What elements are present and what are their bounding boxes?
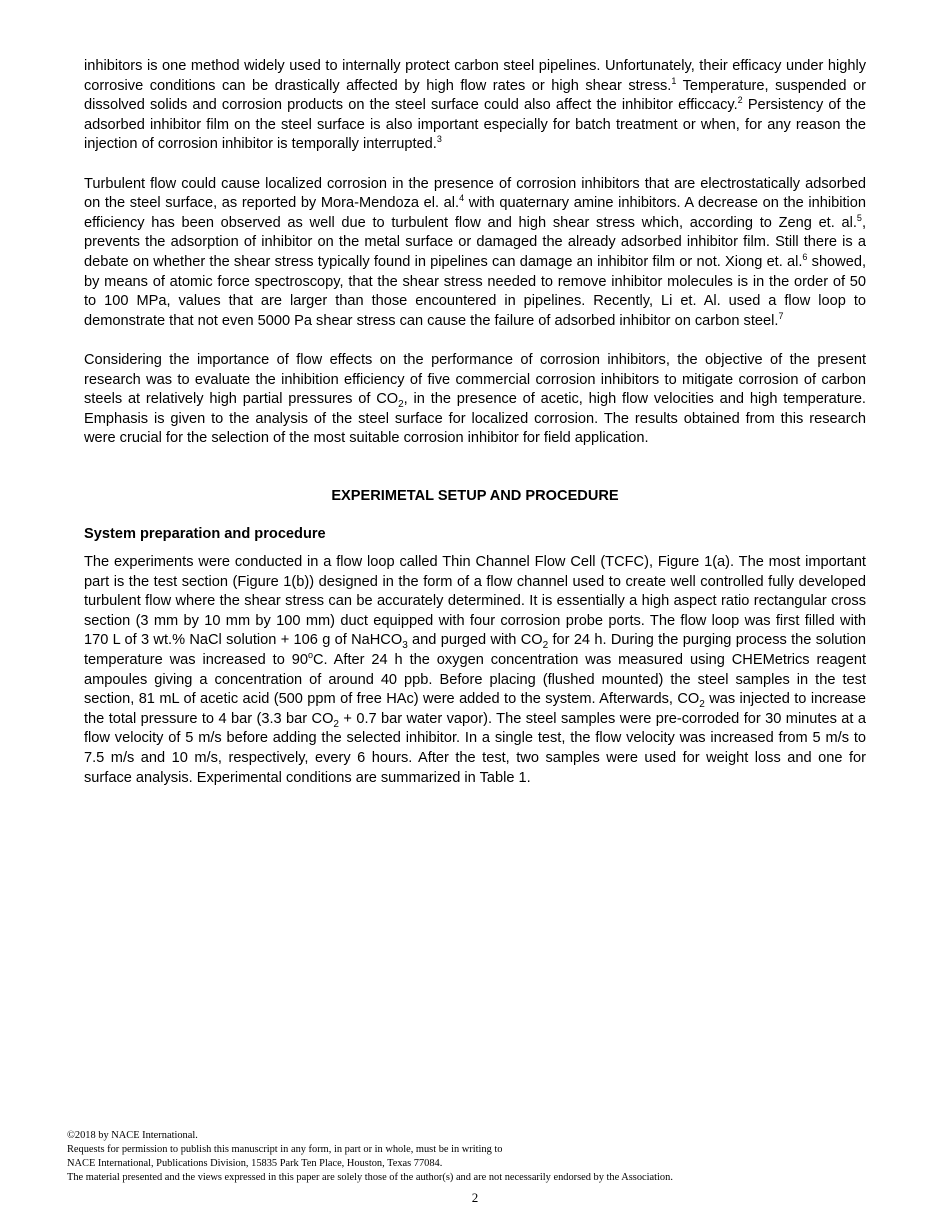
footer-copyright: ©2018 by NACE International.: [67, 1130, 198, 1141]
subscript-2: 2: [699, 699, 705, 711]
citation-7: 7: [778, 310, 784, 321]
subscript-3: 3: [402, 640, 408, 652]
intro-paragraph-2: Turbulent flow could cause localized corrosion in the presence of corrosion inhibitors that are electrostatically adsorbed on the steel surface, as reported by Mora-Mendoza el. al.$^4$ with quaternary amine inhibitors. A decrease on the inhibition efficiency has been observed as well due to turbulent flow and high shear stress which, according to Zeng et. al.$^5$, prevents the adsorption of inhibitor on the metal surface or damaged the already adsorbed inhibitor film. Still there is a debate on whether the shear stress typically found in pipelines can damage an inhibitor film or not. Xiong et. al.$^6$ showed, by means of atomic force spectroscopy, that the shear stress needed to remove inhibitor molecules is in the order of 50 to 100 MPa, values that are larger than those encountered in pipelines. Recently, Li et. Al. used a flow loop to demonstrate that not even 5000 Pa shear stress can cause the failure of adsorbed inhibitor on carbon steel.$^7$: [84, 175, 867, 329]
procedure-paragraph: The experiments were conducted in a flow loop called Thin Channel Flow Cell (TCFC), Figure 1(a). The most important part is the test section (Figure 1(b)) designed in the form of a flow channel used to create well controlled fully developed turbulent flow where the shear stress can be accurately determined. It is essentially a high aspect ratio rectangular cross section (3 mm by 10 mm by 100 mm) duct equipped with four corrosion probe ports. The flow loop was first filled with 170 L of 3 wt.% NaCl solution + 106 g of NaHCO$_3$ and purged with $CO_2$ for 24 h. During the purging process the solution temperature was increased to 90$^o$C. After 24 h the oxygen concentration was measured using CHEMetrics reagent ampoules giving a concentration of around 40 ppb. Before placing (flushed mounted) the steel samples in the test section, 81 mL of acetic acid (500 ppm of free HAc) were added to the system. Afterwards, $CO_2$ was injected to increase the total pressure to 4 bar (3.3 bar $CO_2 + 0.7$ bar water vapor). The steel samples were pre-corroded for 30 minutes at a flow velocity of 5 m/s before adding the selected inhibitor. In a single test, the flow velocity was increased from 5 m/s to 7.5 m/s and 10 m/s, respectively, every 6 hours. After the test, two samples were used for weight loss and one for surface analysis. Experimental conditions are summarized in Table 1.: [84, 554, 867, 786]
citation-6: 6: [802, 252, 808, 263]
footer-permissions: Requests for permission to publish this manuscript in any form, in part or in whole, must be in writing to: [67, 1144, 503, 1155]
intro-paragraph-1: inhibitors is one method widely used to internally protect carbon steel pipelines. Unfortunately, their efficacy under highly corrosive conditions can be drastically affected by high flow rates or high shear stress.$^1$ Temperature, suspended or dissolved solids and corrosion products on the steel surface could also affect the inhibitor efficcacy.$^2$ Persistency of the adsorbed inhibitor film on the steel surface is also important especially for batch treatment or when, for any reason the injection of corrosion inhibitor is temporally interrupted.$^3$: [84, 58, 866, 153]
intro-paragraph-3: Considering the importance of flow effects on the performance of corrosion inhibitors, the objective of the present research was to evaluate the inhibition efficiency of five commercial corrosion inhibitors to mitigate corrosion of carbon steels at relatively high partial pressures of $CO_2$, in the presence of acetic, high flow velocities and high temperature. Emphasis is given to the analysis of the steel surface for localized corrosion. The results obtained from this research were crucial for the selection of the most suitable corrosion inhibitor for field application.: [84, 351, 866, 447]
copyright-footer: [67, 1129, 887, 1185]
subscript-2: 2: [542, 640, 549, 652]
citation-3: 3: [436, 134, 442, 145]
page-number: 2: [471, 1190, 479, 1205]
citation-4: 4: [459, 193, 465, 204]
footer-address: NACE International, Publications Division, 15835 Park Ten Place, Houston, Texas 77084.: [67, 1158, 443, 1169]
sub-heading: System preparation and procedure: [84, 526, 326, 543]
subscript-2: 2: [398, 399, 404, 410]
footer-disclaimer: The material presented and the views expressed in this paper are solely those of the author(s) and are not necessarily endorsed by the Association.: [67, 1172, 673, 1183]
page-body: [84, 57, 866, 808]
subscript-2: 2: [333, 718, 339, 730]
citation-2: 2: [737, 95, 743, 106]
citation-5: 5: [856, 212, 862, 223]
citation-1: 1: [671, 75, 677, 86]
degree-superscript: o: [307, 650, 313, 661]
section-heading: EXPERIMETAL SETUP AND PROCEDURE: [331, 487, 619, 504]
